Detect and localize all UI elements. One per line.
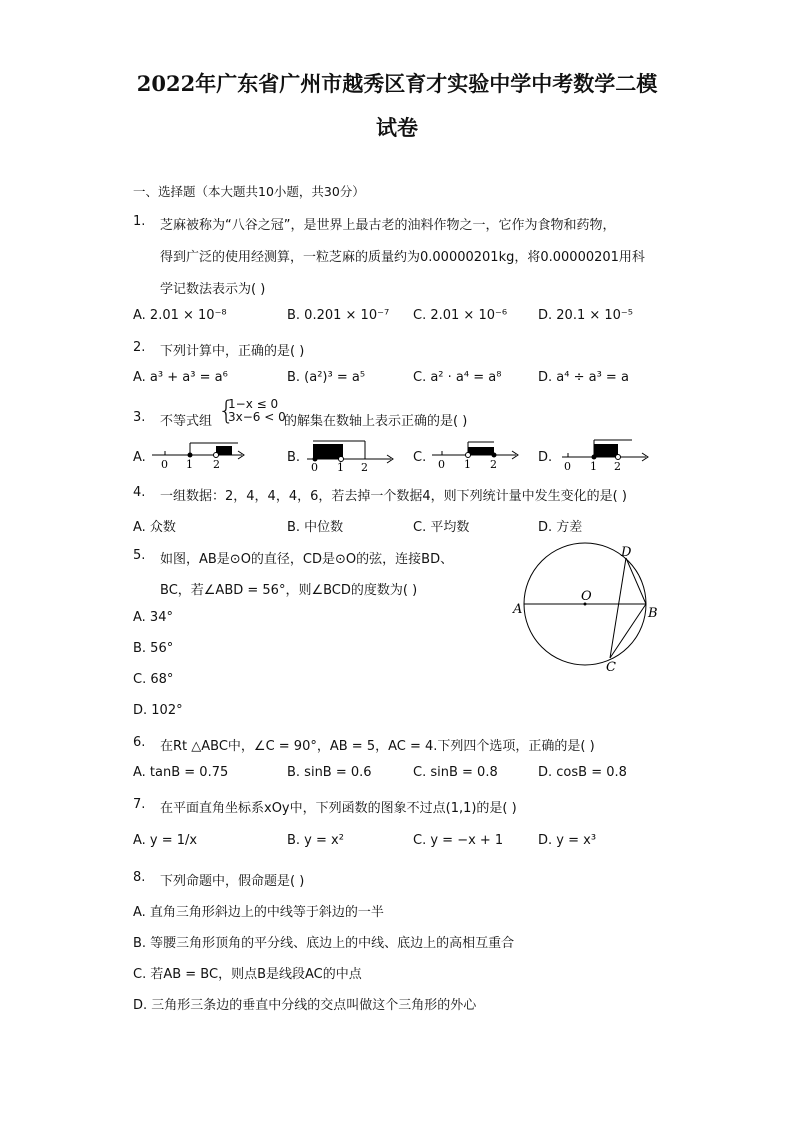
q5-option-c: C. 68° xyxy=(133,672,174,687)
open-point xyxy=(466,453,471,458)
q7-stem: 在平面直角坐标系xOy中，下列函数的图象不过点(1,1)的是( ) xyxy=(160,801,517,816)
q3-number: 3. xyxy=(133,410,146,425)
open-point xyxy=(616,455,621,460)
q1-stem-line2: 得到广泛的使用经测算，一粒芝麻的质量约为0.00000201kg，将0.00000201用科 xyxy=(160,250,645,265)
q6-option-b: B. sinB = 0.6 xyxy=(287,765,372,780)
tick-label-0: 0 xyxy=(564,460,571,472)
q2-option-a: A. a³ + a³ = a⁶ xyxy=(133,370,228,385)
q1-stem-line1: 芝麻被称为“八谷之冠”，是世界上最古老的油料作物之一，它作为食物和药物， xyxy=(160,218,616,233)
brace-icon: { xyxy=(218,396,235,426)
q3-stem-pre: 不等式组 xyxy=(160,414,213,429)
page-title-line2: 试卷 xyxy=(376,115,418,140)
tick-label-0: 0 xyxy=(438,458,445,471)
q5-option-a: A. 34° xyxy=(133,610,173,625)
q6-number: 6. xyxy=(133,735,146,750)
tick-label-1: 1 xyxy=(590,460,597,472)
closed-point xyxy=(592,455,597,460)
q4-option-d: D. 方差 xyxy=(538,520,583,535)
q5-number: 5. xyxy=(133,548,146,563)
closed-point xyxy=(492,453,497,458)
q2-number: 2. xyxy=(133,340,146,355)
q3-stem-post: 的解集在数轴上表示正确的是( ) xyxy=(284,414,468,429)
q5-option-b: B. 56° xyxy=(133,641,174,656)
q8-option-c: C. 若AB = BC，则点B是线段AC的中点 xyxy=(133,967,362,982)
q3-numberline-b xyxy=(305,436,405,472)
tick-label-2: 2 xyxy=(614,460,621,472)
q7-option-b: B. y = x² xyxy=(287,833,344,848)
tick-label-1: 1 xyxy=(337,461,344,472)
q1-option-c: C. 2.01 × 10⁻⁶ xyxy=(413,308,508,323)
tick-label-2: 2 xyxy=(361,461,368,472)
tick-label-2: 2 xyxy=(213,458,220,471)
q1-option-d: D. 20.1 × 10⁻⁵ xyxy=(538,308,633,323)
q5-stem-line2: BC，若∠ABD = 56°，则∠BCD的度数为( ) xyxy=(160,583,418,598)
q1-option-b: B. 0.201 × 10⁻⁷ xyxy=(287,308,390,323)
q7-number: 7. xyxy=(133,797,146,812)
tick-label-1: 1 xyxy=(464,458,471,471)
q1-number: 1. xyxy=(133,214,146,229)
q5-circle-figure xyxy=(505,540,665,680)
q6-option-c: C. sinB = 0.8 xyxy=(413,765,498,780)
q2-option-b: B. (a²)³ = a⁵ xyxy=(287,370,366,385)
tick-label-1: 1 xyxy=(186,458,193,471)
q4-option-c: C. 平均数 xyxy=(413,520,470,535)
page-title: 2022年广东省广州市越秀区育才实验中学中考数学二模 xyxy=(136,71,658,96)
q3-option-c: C. xyxy=(413,450,427,465)
label-o: O xyxy=(581,589,592,604)
q3-option-a: A. xyxy=(133,450,146,465)
q8-stem: 下列命题中，假命题是( ) xyxy=(160,874,305,889)
tick-label-0: 0 xyxy=(311,461,318,472)
q3-numberline-c xyxy=(430,436,530,472)
q8-option-d: D. 三角形三条边的垂直中分线的交点叫做这个三角形的外心 xyxy=(133,998,477,1013)
section-heading: 一、选择题（本大题共10小题，共30分） xyxy=(133,184,365,199)
q1-option-a: A. 2.01 × 10⁻⁸ xyxy=(133,308,227,323)
label-b: B xyxy=(648,606,658,621)
q8-number: 8. xyxy=(133,870,146,885)
q4-option-b: B. 中位数 xyxy=(287,520,344,535)
q6-option-a: A. tanB = 0.75 xyxy=(133,765,229,780)
label-a: A xyxy=(513,602,523,617)
q7-option-a: A. y = 1/x xyxy=(133,833,198,848)
q1-stem-line3: 学记数法表示为( ) xyxy=(160,282,266,297)
label-d: D xyxy=(621,545,632,560)
q6-stem: 在Rt △ABC中，∠C = 90°，AB = 5，AC = 4.下列四个选项，正确的是( ) xyxy=(160,739,595,754)
tick-label-0: 0 xyxy=(161,458,168,471)
q3-option-b: B. xyxy=(287,450,301,465)
q3-inequality-2: 3x−6 < 0 xyxy=(228,410,286,424)
q2-stem: 下列计算中，正确的是( ) xyxy=(160,344,305,359)
q5-stem-line1: 如图，AB是⊙O的直径，CD是⊙O的弦，连接BD、 xyxy=(160,552,454,567)
q5-option-d: D. 102° xyxy=(133,703,183,718)
q3-numberline-a xyxy=(150,436,250,472)
open-point xyxy=(214,453,219,458)
q3-numberline-d xyxy=(560,436,660,472)
q7-option-d: D. y = x³ xyxy=(538,833,597,848)
q2-option-c: C. a² · a⁴ = a⁸ xyxy=(413,370,502,385)
q8-option-b: B. 等腰三角形顶角的平分线、底边上的中线、底边上的高相互重合 xyxy=(133,936,515,951)
q3-option-d: D. xyxy=(538,450,553,465)
tick-label-2: 2 xyxy=(490,458,497,471)
q4-number: 4. xyxy=(133,485,146,500)
q3-inequality-1: 1−x ≤ 0 xyxy=(228,397,279,411)
q4-option-a: A. 众数 xyxy=(133,520,176,535)
q2-option-d: D. a⁴ ÷ a³ = a xyxy=(538,370,629,385)
q6-option-d: D. cosB = 0.8 xyxy=(538,765,627,780)
q4-stem: 一组数据：2，4，4，4，6，若去掉一个数据4，则下列统计量中发生变化的是( ) xyxy=(160,489,627,504)
label-c: C xyxy=(606,660,616,675)
q7-option-c: C. y = −x + 1 xyxy=(413,833,504,848)
q8-option-a: A. 直角三角形斜边上的中线等于斜边的一半 xyxy=(133,905,384,920)
